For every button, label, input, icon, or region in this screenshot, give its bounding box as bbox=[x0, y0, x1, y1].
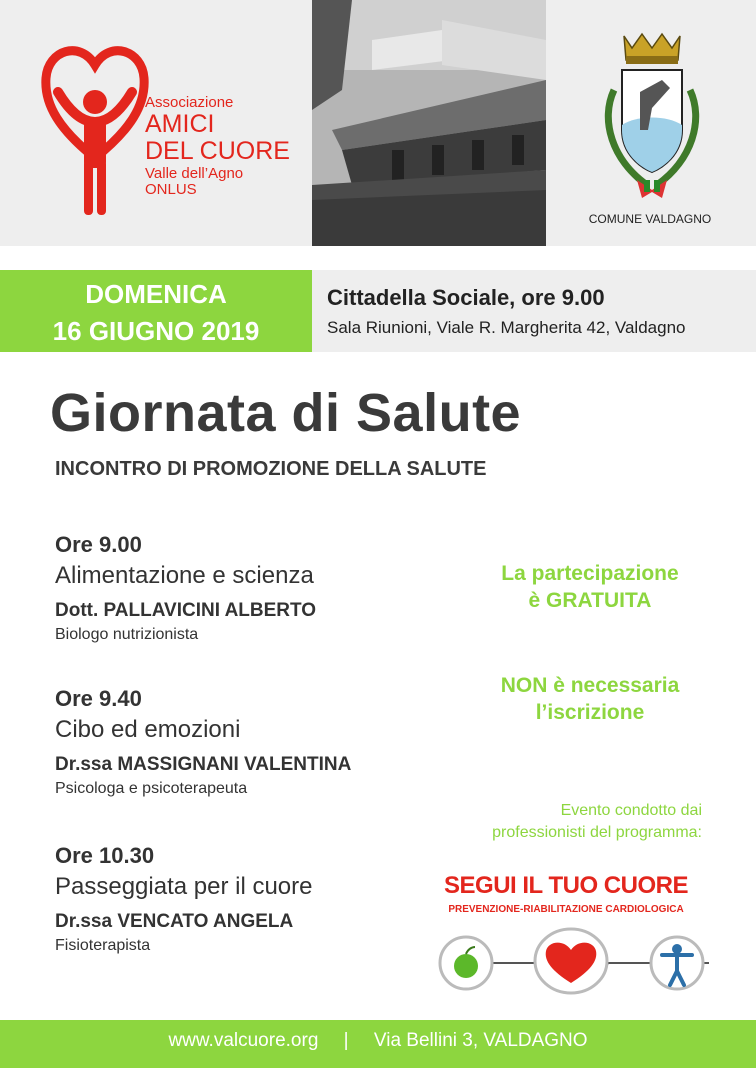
free-line1: La partecipazione bbox=[501, 562, 679, 585]
program-time: Ore 9.40 bbox=[55, 686, 142, 711]
program-item bbox=[55, 843, 312, 955]
program-item bbox=[55, 532, 316, 644]
footer-website[interactable]: www.valcuore.org bbox=[168, 1030, 319, 1051]
footer-separator: | bbox=[343, 1030, 349, 1051]
venue-title: Cittadella Sociale, ore 9.00 bbox=[327, 285, 605, 310]
footer-address: Via Bellini 3, VALDAGNO bbox=[373, 1030, 588, 1051]
association-line1: Associazione bbox=[145, 94, 234, 111]
coat-of-arms-icon bbox=[592, 30, 712, 200]
comune-label: COMUNE VALDAGNO bbox=[588, 212, 712, 226]
date-full: 16 GIUGNO 2019 bbox=[52, 316, 260, 346]
program-name: SEGUI IL TUO CUORE bbox=[444, 872, 688, 899]
event-line2: professionisti del programma: bbox=[492, 824, 702, 841]
reg-line1: NON è necessaria bbox=[500, 674, 680, 697]
program-speaker: Dott. PALLAVICINI ALBERTO bbox=[55, 600, 317, 621]
program-speaker: Dr.ssa MASSIGNANI VALENTINA bbox=[55, 754, 352, 775]
venue-address: Sala Riunioni, Viale R. Margherita 42, Valdagno bbox=[327, 318, 686, 337]
heartbeat-logo-icon bbox=[434, 925, 709, 997]
program-item bbox=[55, 686, 351, 798]
program-topic: Cibo ed emozioni bbox=[55, 716, 241, 743]
footer-text bbox=[0, 1030, 756, 1052]
program-topic: Passeggiata per il cuore bbox=[55, 873, 313, 900]
program-time: Ore 10.30 bbox=[55, 843, 155, 868]
event-note bbox=[440, 800, 702, 844]
page-title: Giornata di Salute bbox=[50, 383, 522, 443]
association-name bbox=[145, 95, 290, 197]
association-line3: DEL CUORE bbox=[145, 137, 290, 166]
program-role: Biologo nutrizionista bbox=[55, 626, 199, 643]
free-line2: è GRATUITA bbox=[528, 589, 652, 612]
program-subtitle: PREVENZIONE-RIABILITAZIONE CARDIOLOGICA bbox=[448, 904, 684, 915]
heart-person-logo-icon bbox=[40, 30, 150, 220]
reg-line2: l’iscrizione bbox=[535, 701, 645, 724]
program-role: Fisioterapista bbox=[55, 937, 151, 954]
venue-box bbox=[312, 270, 756, 352]
registration-note bbox=[460, 672, 720, 726]
free-participation-note bbox=[460, 560, 720, 614]
date-day: DOMENICA bbox=[85, 279, 227, 309]
association-line5: ONLUS bbox=[145, 180, 197, 198]
date-box bbox=[0, 270, 312, 352]
program-topic: Alimentazione e scienza bbox=[55, 562, 314, 589]
association-line2: AMICI bbox=[145, 109, 215, 138]
program-time: Ore 9.00 bbox=[55, 532, 142, 557]
event-line1: Evento condotto dai bbox=[560, 802, 702, 819]
building-photo bbox=[312, 0, 546, 246]
program-speaker: Dr.ssa VENCATO ANGELA bbox=[55, 911, 294, 932]
association-line4: Valle dell’Agno bbox=[145, 164, 244, 182]
program-role: Psicologa e psicoterapeuta bbox=[55, 780, 248, 797]
page-subtitle: INCONTRO DI PROMOZIONE DELLA SALUTE bbox=[55, 458, 487, 480]
